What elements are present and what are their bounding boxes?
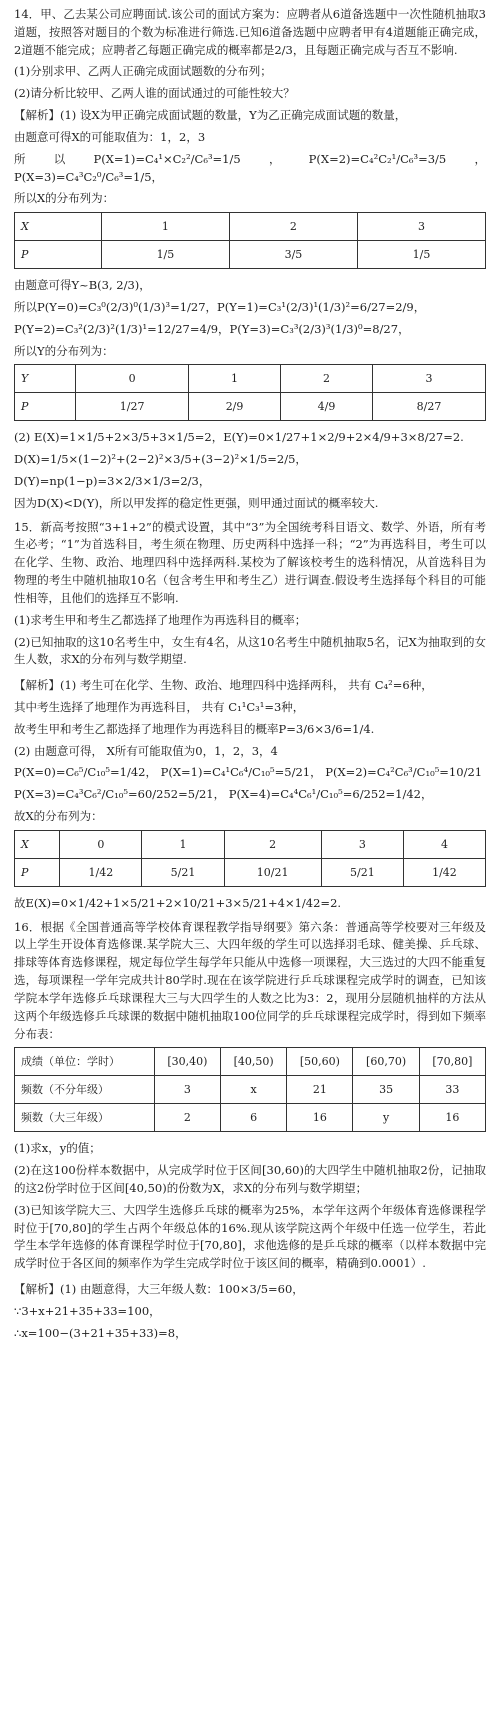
q14-x-values: 由题意可得X的可能取值为：1，2，3 [14,129,206,144]
q14-x-distribution-table [14,212,486,269]
table-cell: 4 [403,830,485,858]
table-row [15,365,486,393]
table-cell: 频数（大三年级） [15,1104,155,1132]
table-cell: 3 [357,213,485,241]
table-cell: x [221,1076,287,1104]
q14-y-dist-label: 所以Y的分布列为： [14,343,114,358]
q15-dist-label: 故X的分布列为： [14,809,103,823]
q15-part2: (2)已知抽取的这10名考生中，女生有4名，从这10名考生中随机抽取5名，记X为抽取到的女生人数，求X的分布列与数学期望. [14,634,486,667]
q16-solution-1: 【解析】(1) 由题意得，大三年级人数：100×3/5=60， [14,1282,304,1296]
table-cell: 成绩（单位：学时） [15,1048,155,1076]
table-cell: P [15,858,60,886]
table-cell: 3 [321,830,403,858]
table-cell: 2 [224,830,321,858]
table-cell: 1/42 [403,858,485,886]
table-cell: [30,40) [154,1048,220,1076]
q14-part2: (2)请分析比较甲、乙两人谁的面试通过的可能性较大？ [14,86,295,101]
table-cell: 0 [60,830,142,858]
table-cell: 3 [373,365,486,393]
table-cell: P [15,241,102,269]
q14-py01: 所以P(Y=0)=C₃⁰(2/3)⁰(1/3)³=1/27，P(Y=1)=C₃¹(2/3)¹(1/3)²=6/27=2/9， [14,299,426,314]
q15-solution-4: (2) 由题意可得， X所有可能取值为0，1，2，3，4 [14,743,278,758]
q16-part2: (2)在这100份样本数据中，从完成学时位于区间[30,60)的大四学生中随机抽取2份，记抽取的这2份学时位于区间[40,50)的份数为X，求X的分布列与数学期望； [14,1163,486,1195]
q14-py23: P(Y=2)=C₃²(2/3)²(1/3)¹=12/27=4/9，P(Y=3)=C₃³(2/3)³(1/3)⁰=8/27， [14,321,410,336]
table-cell: 1 [142,830,224,858]
q16-part1: (1)求x，y的值； [14,1141,101,1156]
table-row [15,393,486,421]
table-cell: 4/9 [281,393,373,421]
q15-solution-3: 故考生甲和考生乙都选择了地理作为再选科目的概率P=3/6×3/6=1/4. [14,721,375,736]
table-cell: [70,80] [419,1048,485,1076]
table-cell: 8/27 [373,393,486,421]
table-cell: 2 [281,365,373,393]
q16-stem: 16．根据《全国普通高等学校体育课程教学指导纲要》第六条：普通高等学校要对三年级及以上学生开设体育选修课.某学院大三、大四年级的学生可以选择羽毛球、健美操、乒乓球、排球等体育选修课程，规定每位学生每学年只能从中选修一项课程，大三选过的大四不能重复选，每项课程一学年完成共计80学时.现在在该学院进行乒乓球课程完成学时的调查，已知该学院本学年选修乒乓球课程大三与大四学生的人数之比为3：2，现用分层随机抽样的方法从这两个年级选修乒乓球课的数据中随机抽取100位同学的乒乓球课程完成学时，得到如下频率分布表： [14,919,486,1041]
table-cell: [60,70) [353,1048,419,1076]
q14-stem: 14．甲、乙去某公司应聘面试.该公司的面试方案为：应聘者从6道备选题中一次性随机抽取3道题，按照答对题目的个数为标准进行筛选.已知6道备选题中应聘者甲有4道题能正确完成，2道题不能完成；应聘者乙每题正确完成的概率都是2/3，且每题正确完成与否互不影响. [14,7,486,57]
q15-expectation: 故E(X)=0×1/42+1×5/21+2×10/21+3×5/21+4×1/42=2. [14,895,342,910]
table-cell: 3/5 [229,241,357,269]
question-15 [14,519,486,913]
table-cell: 16 [419,1104,485,1132]
table-cell: 16 [287,1104,353,1132]
q14-y-distribution-table [14,364,486,421]
q15-solution-1: 【解析】(1) 考生可在化学、生物、政治、地理四科中选择两科， 共有 C₄²=6种， [14,678,433,693]
q14-conclusion: 因为D(X)<D(Y)，所以甲发挥的稳定性更强，则甲通过面试的概率较大. [14,495,379,510]
table-row [15,1076,486,1104]
q15-part1: (1)求考生甲和考生乙都选择了地理作为再选科目的概率； [14,612,307,627]
q14-expectation: (2) E(X)=1×1/5+2×3/5+3×1/5=2，E(Y)=0×1/27+1×2/9+2×4/9+3×8/27=2. [14,430,464,445]
q15-solution-6: P(X=3)=C₄³C₆²/C₁₀⁵=60/252=5/21， P(X=4)=C₄⁴C₆¹/C₁₀⁵=6/252=1/42， [14,787,433,802]
table-cell: 35 [353,1076,419,1104]
q14-variance-x: D(X)=1/5×(1−2)²+(2−2)²×3/5+(3−2)²×1/5=2/5， [14,452,307,467]
q16-solution-2: ∵3+x+21+35+33=100， [14,1303,161,1318]
q16-frequency-table [14,1047,486,1132]
table-cell: [50,60) [287,1048,353,1076]
table-cell: 6 [221,1104,287,1132]
q14-part1: (1)分别求甲、乙两人正确完成面试题数的分布列； [14,64,272,79]
table-row [15,241,486,269]
question-14 [14,6,486,513]
question-16 [14,919,486,1343]
table-cell: X [15,830,60,858]
q16-solution-3: ∴x=100−(3+21+35+33)=8， [14,1325,187,1340]
table-cell: 1/5 [357,241,485,269]
table-cell: y [353,1104,419,1132]
table-cell: 5/21 [142,858,224,886]
table-cell: 2 [229,213,357,241]
table-cell: [40,50) [221,1048,287,1076]
table-cell: 1 [101,213,229,241]
table-cell: 2 [154,1104,220,1132]
table-cell: 1/5 [101,241,229,269]
q14-solution-intro: 【解析】(1) 设X为甲正确完成面试题的数量，Y为乙正确完成面试题的数量， [14,108,407,123]
table-row [15,1048,486,1076]
q15-solution-5: P(X=0)=C₆⁵/C₁₀⁵=1/42， P(X=1)=C₄¹C₆⁴/C₁₀⁵=5/21， P(X=2)=C₄²C₆³/C₁₀⁵=10/21 [14,765,483,780]
table-cell: P [15,393,76,421]
table-cell: 33 [419,1076,485,1104]
q15-distribution-table [14,830,486,887]
table-cell: 2/9 [189,393,281,421]
table-row [15,1104,486,1132]
table-cell: 5/21 [321,858,403,886]
table-cell: 1/42 [60,858,142,886]
table-cell: 频数（不分年级） [15,1076,155,1104]
table-row [15,858,486,886]
q16-part3: (3)已知该学院大三、大四学生选修乒乓球的概率为25%，本学年这两个年级体育选修课程学时位于[70,80]的学生占两个年级总体的16%.现从该学院这两个年级中任选一位学生，若此学生本学年选修的体育课程学时位于[70,80]，求他选修的是乒乓球的概率（以样本数据中完成学时位于各区间的频率作为学生完成学时位于该区间的概率，精确到0.0001）. [14,1202,486,1271]
q14-variance-y: D(Y)=np(1−p)=3×2/3×1/3=2/3， [14,474,211,488]
table-cell: Y [15,365,76,393]
q14-y-binomial: 由题意可得Y~B(3, 2/3)， [14,278,151,293]
q14-x-dist-label: 所以X的分布列为： [14,191,115,206]
table-cell: X [15,213,102,241]
table-cell: 0 [76,365,189,393]
table-row [15,830,486,858]
q15-solution-2: 其中考生选择了地理作为再选科目， 共有 C₁¹C₃¹=3种， [14,699,305,714]
table-cell: 21 [287,1076,353,1104]
q15-stem: 15．新高考按照“3+1+2”的模式设置，其中“3”为全国统考科目语文、数学、外语，所有考生必考；“1”为首选科目，考生须在物理、历史两科中选择一科；“2”为再选科目，考生可以在化学、生物、政治、地理四科中选择两科.某校为了解该校考生的选科情况，从首选科目为物理的考生中随机抽取10名（包含考生甲和考生乙）进行调查.假设考生选择每个科目的可能性相等，且他们的选择互不影响. [14,519,486,605]
q14-px: 所以P(X=1)=C₄¹×C₂²/C₆³=1/5，P(X=2)=C₄²C₂¹/C₆³=3/5，P(X=3)=C₄³C₂⁰/C₆³=1/5， [14,151,486,184]
table-cell: 10/21 [224,858,321,886]
table-cell: 1/27 [76,393,189,421]
table-cell: 3 [154,1076,220,1104]
table-row [15,213,486,241]
table-cell: 1 [189,365,281,393]
